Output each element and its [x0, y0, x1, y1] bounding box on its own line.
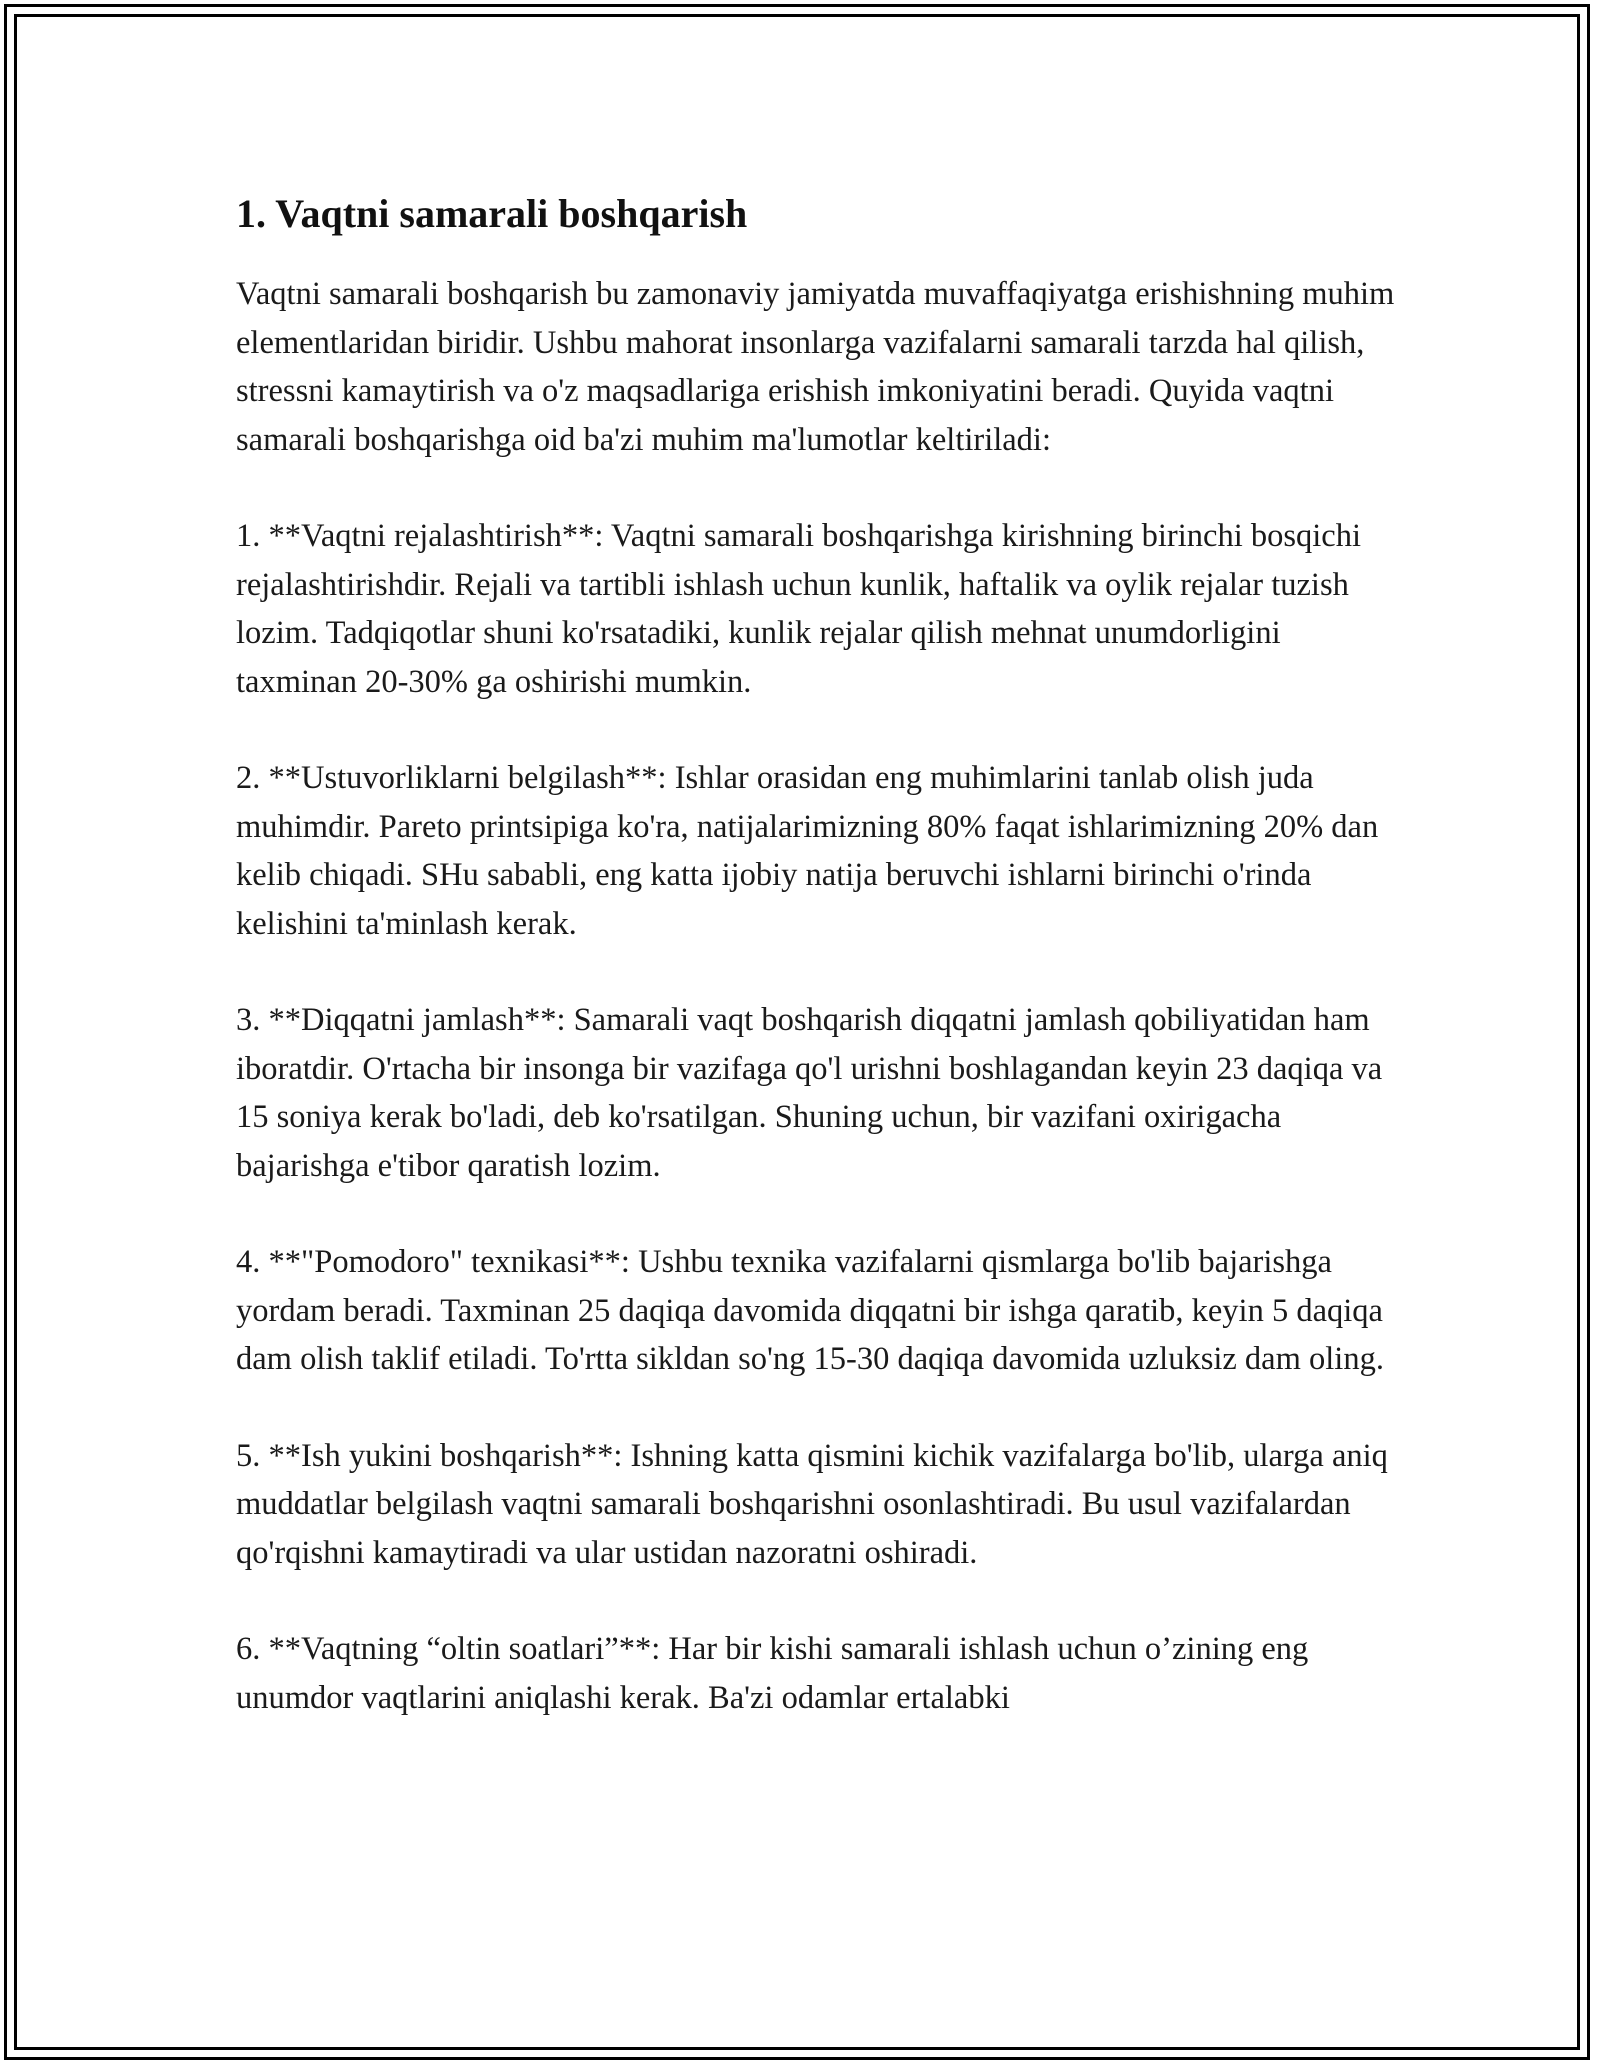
page-title: 1. Vaqtni samarali boshqarish — [236, 191, 748, 236]
list-item-workload: 5. **Ish yukini boshqarish**: Ishning katta qismini kichik vazifalarga bo'lib, ularga aniq muddatlar belgilash vaqtni samarali boshqarishni osonlashtiradi. Bu usul vazifalardan qo'rqishni kamaytiradi va ular ustidan nazoratni oshiradi. — [236, 1437, 1388, 1571]
intro-paragraph: Vaqtni samarali boshqarish bu zamonaviy jamiyatda muvaffaqiyatga erishishning muhim elementlaridan biridir. Ushbu mahorat insonlarga vazifalarni samarali tarzda hal qilish, stressni kamaytirish va o'z maqsadlariga erishish imkoniyatini beradi. Quyida vaqtni samarali boshqarishga oid ba'zi muhim ma'lumotlar keltiriladi: — [236, 276, 1395, 458]
list-item-planning: 1. **Vaqtni rejalashtirish**: Vaqtni samarali boshqarishga kirishning birinchi bosqichi rejalashtirishdir. Rejali va tartibli ishlash uchun kunlik, haftalik va oylik rejalar tuzish lozim. Tadqiqotlar shuni ko'rsatadiki, kunlik rejalar qilish mehnat unumdorligini taxminan 20-30% ga oshirishi mumkin. — [236, 518, 1361, 700]
document-body — [236, 188, 1406, 1770]
list-item-pomodoro: 4. **"Pomodoro" texnikasi**: Ushbu texnika vazifalarni qismlarga bo'lib bajarishga yordam beradi. Taxminan 25 daqiqa davomida diqqatni bir ishga qaratib, keyin 5 daqiqa dam olish taklif etiladi. To'rtta sikldan so'ng 15-30 daqiqa davomida uzluksiz dam oling. — [236, 1244, 1384, 1377]
list-item-golden-hours: 6. **Vaqtning “oltin soatlari”**: Har bir kishi samarali ishlash uchun o’zining eng unumdor vaqtlarini aniqlashi kerak. Ba'zi odamlar ertalabki — [236, 1631, 1309, 1716]
list-item-focus: 3. **Diqqatni jamlash**: Samarali vaqt boshqarish diqqatni jamlash qobiliyatidan ham iboratdir. O'rtacha bir insonga bir vazifaga qo'l urishni boshlagandan keyin 23 daqiqa va 15 soniya kerak bo'ladi, deb ko'rsatilgan. Shuning uchun, bir vazifani oxirigacha bajarishga e'tibor qaratish lozim. — [236, 1002, 1383, 1184]
list-item-priorities: 2. **Ustuvorliklarni belgilash**: Ishlar orasidan eng muhimlarini tanlab olish juda muhimdir. Pareto printsipiga ko'ra, natijalarimizning 80% faqat ishlarimizning 20% dan kelib chiqadi. SHu sababli, eng katta ijobiy natija beruvchi ishlarni birinchi o'rinda kelishini ta'minlash kerak. — [236, 760, 1379, 942]
